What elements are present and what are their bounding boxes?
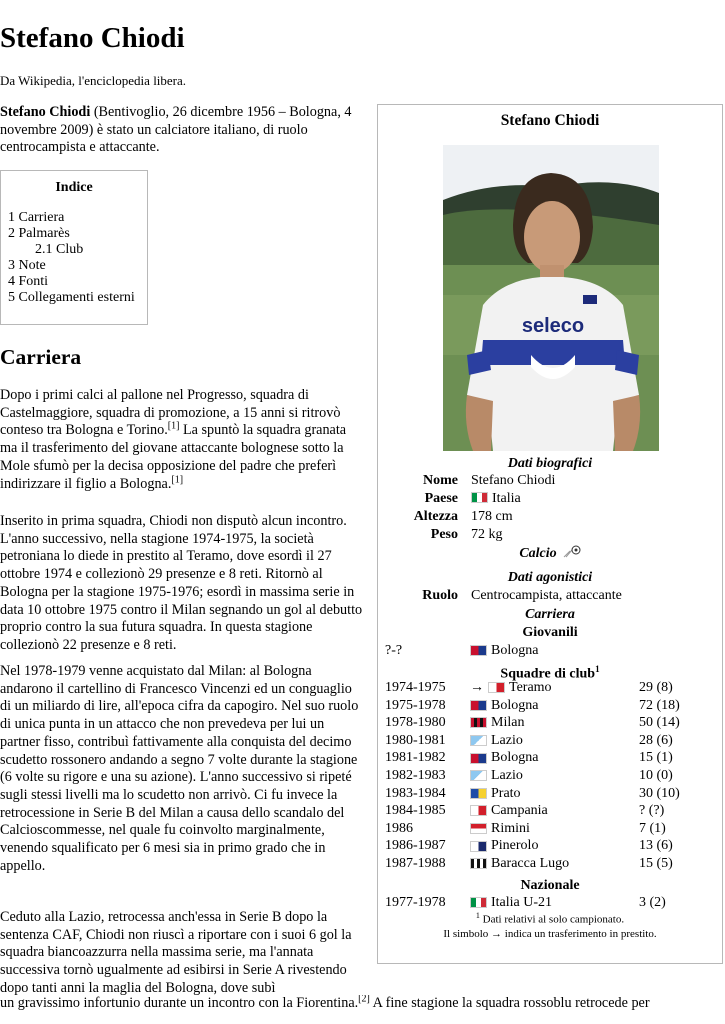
ruolo-label: Ruolo: [422, 588, 458, 603]
section-heading-carriera: Carriera: [0, 345, 82, 369]
club-stat: 7 (1): [639, 820, 666, 836]
football-icon: [563, 545, 581, 559]
giovanili-row: [378, 642, 722, 660]
svg-text:seleco: seleco: [521, 315, 585, 337]
infobox-row-ruolo: [378, 587, 722, 605]
club-note-ref[interactable]: 1: [595, 664, 600, 674]
ruolo-value: Centrocampista, attaccante: [471, 588, 622, 603]
club-team[interactable]: Campania: [491, 803, 548, 819]
nazionale-stat: 3 (2): [639, 895, 666, 910]
infobox-notes: [378, 909, 722, 941]
club-team[interactable]: Lazio: [491, 768, 523, 783]
nazionale-years: 1977-1978: [385, 895, 446, 910]
club-row: [378, 802, 722, 820]
toc-item-collegamenti[interactable]: 5 Collegamenti esterni: [8, 290, 135, 305]
paragraph: [0, 387, 366, 493]
club-row: [378, 820, 722, 838]
club-stat: 29 (8): [639, 680, 673, 695]
reference-link[interactable]: [1]: [167, 420, 180, 432]
baracca-flag-icon: [470, 858, 487, 869]
club-row: [378, 855, 722, 873]
club-row: [378, 732, 722, 750]
paragraph: Nel 1978-1979 venne acquistato dal Milan: al Bologna andarono il cartellino di Francesco Vincenzi ed un conguaglio di un miliardo di lire, all'epoca cifra da capogiro. Nel suo ruolo di unica punta in un attacco che non prevedeva per lui un partner fisso, contribuì fattivamente alla conquista del decimo scudetto rossonero andando a segno 7 volte durante la stagione (6 volte su rigore e una su azione). L'anno successivo si ripeté sugli stessi livelli ma lo scudetto non arrivò. Ci fu invece la retrocessione in Serie B del Milan a causa dello scandalo del Calcioscommesse, nel quale fu coinvolto marginalmente, venendo squalificato per 6 mesi sia in primo grado che in appello.: [0, 663, 359, 874]
paragraph-text: un gravissimo infortunio durante un incontro con la Fiorentina.: [0, 995, 359, 1011]
club-stat: 13 (6): [639, 838, 673, 854]
club-years: 1981-1982: [385, 750, 446, 766]
italy-flag-icon: [470, 897, 487, 908]
club-stat: 72 (18): [639, 697, 680, 713]
club-row: [378, 679, 722, 697]
bologna-flag-icon: [470, 753, 487, 764]
player-photo: [443, 145, 659, 451]
club-stat: ? (?): [639, 803, 665, 819]
paragraph: Inserito in prima squadra, Chiodi non disputò alcun incontro. L'anno successivo, nella stagione 1974-1975, la società petroniana lo diede in prestito al Teramo, dove esordì il 27 ottobre 1974 e collezionò 29 presenze e 8 reti. Ritornò al Bologna per la stagione 1975-1976; esordì in massima serie in data 10 ottobre 1975 contro il Milan segnando un gol al debutto proprio contro la sua futura squadra. In questa stagione collezionò 22 presenze e 8 reti.: [0, 513, 363, 653]
page-title: Stefano Chiodi: [0, 22, 185, 54]
table-of-contents: [0, 170, 148, 325]
giovanili-years: ?-?: [385, 643, 403, 658]
reference-link[interactable]: [2]: [358, 995, 370, 1005]
toc-item-club[interactable]: 2.1 Club: [35, 242, 84, 257]
rimini-flag-icon: [470, 823, 487, 834]
nome-value: Stefano Chiodi: [471, 473, 556, 488]
toc-title: Indice: [55, 180, 93, 195]
toc-item-carriera[interactable]: 1 Carriera: [8, 210, 65, 225]
club-team[interactable]: Rimini: [491, 820, 530, 836]
club-team[interactable]: Lazio: [491, 732, 523, 748]
club-years: 1987-1988: [385, 856, 446, 871]
club-team[interactable]: Bologna: [491, 750, 539, 766]
club-team[interactable]: Teramo: [509, 680, 552, 695]
infobox-section-agonistici: Dati agonistici: [507, 570, 593, 585]
infobox: [377, 104, 723, 964]
club-years: 1978-1980: [385, 715, 446, 731]
club-row: [378, 767, 722, 785]
club-team[interactable]: Bologna: [491, 697, 539, 713]
giovanili-team[interactable]: Bologna: [491, 643, 539, 658]
nazionale-team[interactable]: Italia U-21: [491, 895, 553, 910]
club-team[interactable]: Pinerolo: [491, 838, 539, 854]
intro-paragraph: [0, 104, 366, 157]
club-stat: 10 (0): [639, 768, 673, 783]
page-tagline: Da Wikipedia, l'enciclopedia libera.: [0, 73, 187, 88]
club-team[interactable]: Baracca Lugo: [491, 856, 570, 871]
club-years: 1975-1978: [385, 697, 446, 713]
pinerolo-flag-icon: [470, 841, 487, 852]
paragraph: [0, 995, 725, 1013]
club-stat: 28 (6): [639, 732, 673, 748]
infobox-section-bio: Dati biografici: [507, 456, 593, 471]
lazio-flag-icon: [470, 735, 487, 746]
club-team[interactable]: Prato: [491, 785, 521, 801]
altezza-value: 178 cm: [471, 509, 513, 524]
intro-text: (Bentivoglio, 26 dicembre 1956 – Bologna, 4 novembre 2009) è stato un calciatore italiano, di ruolo centrocampista e attaccante.: [0, 104, 352, 156]
lazio-flag-icon: [470, 770, 487, 781]
loan-arrow-icon: →: [470, 680, 484, 695]
prato-flag-icon: [470, 788, 487, 799]
paese-value[interactable]: Italia: [492, 491, 521, 506]
paragraph-text: La spuntò la squadra granata ma il trasferimento del giovane attaccante bolognese sotto la Mole sfumò per la decisa opposizione del padre che preferì indirizzare il figlio a Bologna.: [0, 422, 347, 492]
infobox-sport: [378, 545, 722, 563]
infobox-section-nazionale: Nazionale: [520, 878, 580, 893]
campania-flag-icon: [470, 805, 487, 816]
club-stat: 30 (10): [639, 785, 680, 801]
note-line: $^1$ Dati relativi al solo campionato.: [475, 911, 625, 926]
club-stat: 50 (14): [639, 715, 680, 731]
infobox-row-peso: [378, 526, 722, 544]
subject-name: Stefano Chiodi: [0, 104, 91, 120]
club-years: 1986: [385, 820, 413, 836]
infobox-section-carriera: Carriera: [525, 607, 575, 622]
note-line: Il simbolo → indica un trasferimento in prestito.: [443, 927, 657, 940]
paragraph: Ceduto alla Lazio, retrocessa anch'essa in Serie B dopo la sentenza CAF, Chiodi non riuscì a riportare con i suoi 6 gol la squadra biancoazzurra nella massima serie, ma l'annata successiva tornò ugualmente ad esibirsi in Serie A rivestendo dopo tanti anni la maglia del Bologna, dove subì: [0, 909, 352, 996]
nome-label: Nome: [423, 473, 458, 488]
infobox-title: Stefano Chiodi: [500, 112, 600, 129]
milan-flag-icon: [470, 717, 487, 728]
bologna-flag-icon: [470, 700, 487, 711]
peso-label: Peso: [430, 527, 458, 542]
club-row: [378, 714, 722, 732]
bologna-flag-icon: [470, 645, 487, 656]
infobox-row-paese: [378, 490, 722, 508]
infobox-section-club: Squadre di club$^1$: [500, 664, 600, 682]
altezza-label: Altezza: [413, 509, 458, 524]
club-years: 1974-1975: [385, 680, 446, 695]
paese-label: Paese: [424, 491, 458, 506]
club-years: 1986-1987: [385, 838, 446, 854]
toc-item-note[interactable]: 3 Note: [8, 258, 46, 273]
club-years: 1980-1981: [385, 732, 446, 748]
reference-link[interactable]: [1]: [171, 473, 184, 485]
club-years: 1982-1983: [385, 768, 446, 783]
paragraph-text: A fine stagione la squadra rossoblu retrocede per: [369, 995, 650, 1011]
club-row: [378, 749, 722, 767]
infobox-row-nome: [378, 472, 722, 490]
club-stat: 15 (5): [639, 856, 673, 871]
club-years: 1983-1984: [385, 785, 446, 801]
toc-item-fonti[interactable]: 4 Fonti: [8, 274, 49, 289]
peso-value: 72 kg: [471, 527, 503, 542]
club-row: [378, 837, 722, 855]
infobox-row-altezza: [378, 508, 722, 526]
club-row: [378, 785, 722, 803]
paragraph-text: Dopo i primi calci al pallone nel Progresso, squadra di Castelmaggiore, squadra di promozione, a 15 anni si ritrovò conteso tra Bologna e Torino.: [0, 387, 341, 439]
infobox-section-giovanili: Giovanili: [522, 625, 578, 640]
teramo-flag-icon: [488, 682, 505, 693]
toc-item-palmares[interactable]: 2 Palmarès: [8, 226, 70, 241]
club-team[interactable]: Milan: [491, 715, 525, 731]
sport-label[interactable]: Calcio: [519, 546, 557, 561]
club-stat: 15 (1): [639, 750, 673, 766]
club-row: [378, 697, 722, 715]
italy-flag-icon: [471, 492, 488, 503]
club-years: 1984-1985: [385, 803, 446, 819]
